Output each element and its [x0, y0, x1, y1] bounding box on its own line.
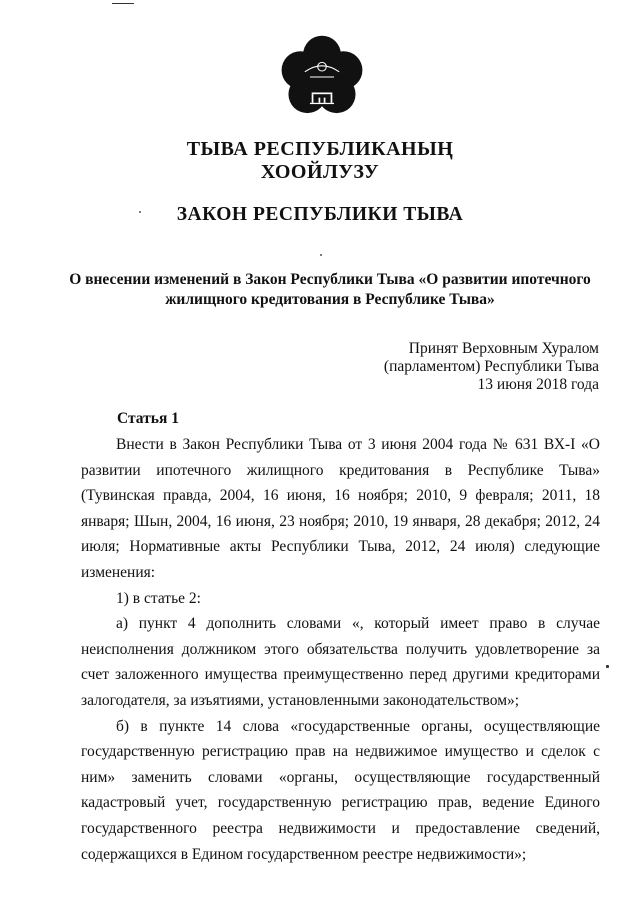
title-tuvan-line1: ТЫВА РЕСПУБЛИКАНЫҢ	[186, 138, 454, 160]
title-tuvan-line2: ХООЙЛУЗУ	[260, 161, 380, 183]
coat-of-arms-emblem-icon	[279, 34, 365, 120]
adoption-block	[299, 340, 599, 394]
article-item-b: б) в пункте 14 слова «государственные органы, осуществляющие государственную регистрацию прав на недвижимое имущество и сделок с ним» заменить словами «органы, осуществляющие государственный кадастровый учет, государственную регистрацию прав, ведение Единого государственного реестра недвижимости и предоставление сведений, содержащихся в Едином государственном реестре недвижимости»;	[81, 717, 600, 863]
adoption-line: Принят Верховным Хуралом	[408, 340, 599, 357]
article-intro-paragraph: Внести в Закон Республики Тыва от 3 июня 2004 года № 631 ВХ-I «О развитии ипотечного жилищного кредитования в Республике Тыва» (Тувинская правда, 2004, 16 июня, 16 ноября; 2010, 9 февраля; 2011, 18 января; Шын, 2004, 16 июня, 23 ноября; 2010, 19 января, 28 декабря; 2012, 24 июля; Нормативные акты Республики Тыва, 2012, 24 июля) следующие изменения:	[81, 436, 600, 581]
adoption-line: (парламентом) Республики Тыва	[383, 358, 599, 375]
article-item-1: 1) в статье 2:	[116, 589, 201, 607]
law-subtitle: О внесении изменений в Закон Республики Тыва «О развитии ипотечного жилищного кредитования в Республике Тыва»	[69, 271, 591, 308]
scan-mark	[112, 3, 134, 4]
scan-dot	[320, 254, 322, 256]
article-body	[81, 432, 600, 867]
article-item-a: а) пункт 4 дополнить словами «, который имеет право в случае неисполнения должником этого обязательства получить удовлетворение за счет заложенного имущества преимущественно перед другими кредиторами залогодателя, за изъятиями, установленными законодательством»;	[81, 615, 600, 709]
adoption-date: 13 июня 2018 года	[477, 376, 599, 393]
article-heading: Статья 1	[117, 410, 179, 427]
title-russian: ЗАКОН РЕСПУБЛИКИ ТЫВА	[176, 204, 464, 225]
scan-dot	[139, 211, 141, 213]
scan-mark	[606, 665, 609, 668]
